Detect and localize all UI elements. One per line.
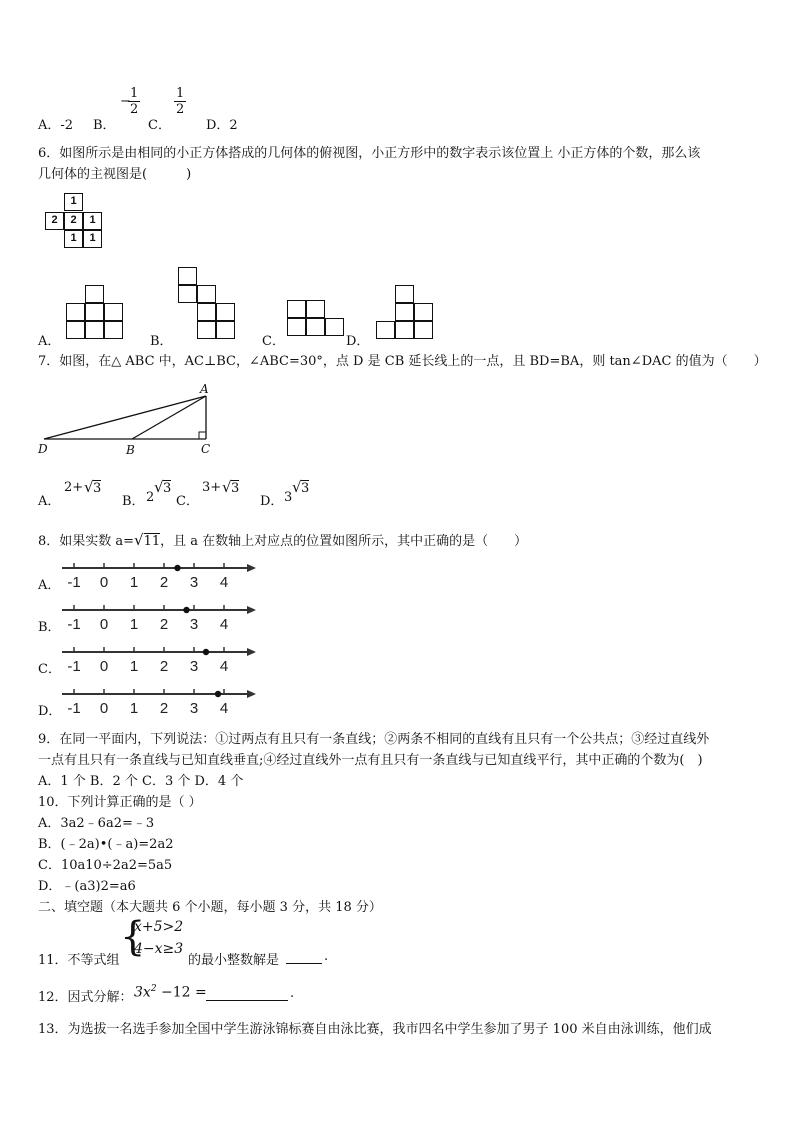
grid-cell: 2 (45, 212, 64, 230)
point-label-a: A (200, 382, 209, 396)
q5-option-c-label: C． (148, 118, 171, 133)
q10-option-a: A．3a2﹣6a2=﹣3 (38, 816, 155, 831)
q6-option-d-figure (376, 285, 434, 339)
sqrt-icon: √ (222, 478, 232, 496)
point-label-d: D (38, 442, 48, 456)
q5-option-a: A．-2 (38, 118, 74, 133)
q6-option-d-label: D． (346, 334, 370, 349)
q5-option-b-fraction: $\frac{1}{2}$ (130, 86, 139, 117)
grid-cell: 1 (83, 212, 102, 230)
tick-label: 2 (159, 574, 169, 591)
q11 (38, 914, 398, 968)
tick-label: 2 (159, 658, 169, 675)
q9-options: A．1 个 B．2 个 C．3 个 D．4 个 (38, 774, 244, 789)
number-line (60, 644, 260, 678)
q12-expression: $3x^2 -12$ = (134, 984, 207, 1001)
tick-label: 4 (219, 658, 229, 675)
q7-option-a-label: A． (38, 494, 61, 509)
sqrt-icon: √ (134, 531, 144, 549)
q11-answer-blank[interactable] (286, 963, 322, 964)
number-line (60, 602, 260, 636)
tick-label: 3 (189, 574, 199, 591)
point-label-b: B (126, 443, 135, 457)
q11-inequality-1: x+5>2 (134, 919, 184, 935)
tick-label: 4 (219, 700, 229, 717)
q7-option-c-label: C． (176, 494, 199, 509)
q6-stem-line2: 几何体的主视图是( ) (38, 167, 192, 182)
number-line (60, 686, 260, 720)
q8-stem-before: 8．如果实数 a= (38, 534, 135, 549)
tick-label: 2 (159, 616, 169, 633)
tick-label: -1 (67, 616, 81, 633)
q12-end: . (290, 986, 295, 1001)
q7-option-d-value: 3 (284, 490, 293, 505)
tick-label: -1 (67, 658, 81, 675)
q11-inequality-2: 4−x≥3 (134, 941, 184, 957)
tick-label: -1 (67, 574, 81, 591)
tick-label: 1 (129, 574, 139, 591)
q12-prefix: 12．因式分解： (38, 990, 133, 1005)
q7-option-c-value: 3+ (202, 480, 222, 495)
number-line-label: B． (38, 620, 61, 635)
q8-number-lines (38, 560, 258, 720)
q7-option-b-label: B． (122, 494, 145, 509)
q10-option-d: D．﹣(a3)2=a6 (38, 879, 136, 894)
q8-radicand: 11 (143, 534, 161, 549)
q8-stem-after: ，且 a 在数轴上对应点的位置如图所示，其中正确的是（ ） (160, 534, 528, 549)
axis-arrow-icon (247, 690, 256, 698)
number-line-option-d (38, 686, 258, 720)
tick-label: 2 (159, 700, 169, 717)
tick-label: 0 (99, 700, 109, 717)
q9-line2: 一点有且只有一条直线与已知直线垂直;④经过直线外一点有且只有一条直线与已知直线平行，其中正确的个数为( ) (38, 753, 703, 768)
q7-radicand: 3 (231, 481, 240, 496)
q7-option-a-value: 2+ (64, 480, 84, 495)
tick-label: 3 (189, 616, 199, 633)
point-a-marker (215, 691, 221, 697)
q7-radicand: 3 (93, 481, 102, 496)
q7-triangle-figure (36, 384, 216, 460)
q6-stem-line1: 6．如图所示是由相同的小正方体搭成的几何体的俯视图，小正方形中的数字表示该位置上 小正方体的个数，那么该 (38, 146, 701, 161)
tick-label: -1 (67, 700, 81, 717)
tick-label: 3 (189, 658, 199, 675)
q7-option-d-label: D． (260, 494, 284, 509)
point-a-marker (183, 607, 189, 613)
q5-option-b-label: B． (93, 118, 116, 133)
q7-options (38, 478, 378, 509)
q13-line1: 13．为选拔一名选手参加全国中学生游泳锦标赛自由泳比赛，我市四名中学生参加了男子 100 米自由泳训练，他们成 (38, 1022, 712, 1037)
q12-answer-blank[interactable] (206, 1000, 288, 1001)
grid-cell: 2 (64, 212, 83, 230)
axis-arrow-icon (247, 564, 256, 572)
q9-line1: 9．在同一平面内，下列说法：①过两点有且只有一条直线；②两条不相同的直线有且只有一个公共点；③经过直线外 (38, 732, 710, 747)
tick-label: 1 (129, 658, 139, 675)
q10-stem: 10．下列计算正确的是（ ） (38, 795, 202, 810)
q12 (38, 982, 338, 1004)
number-line-option-a (38, 560, 258, 594)
q6-option-b-label: B． (150, 334, 173, 349)
tick-label: 1 (129, 700, 139, 717)
q5-option-c-fraction: $\frac{1}{2}$ (176, 86, 185, 117)
tick-label: 1 (129, 616, 139, 633)
point-a-marker (203, 649, 209, 655)
number-line-label: C． (38, 662, 61, 677)
sqrt-icon: √ (84, 478, 94, 496)
q10-option-b: B．(﹣2a)•(﹣a)=2a2 (38, 837, 174, 852)
q11-end: . (324, 949, 329, 964)
q6-option-c-figure (287, 300, 345, 336)
q11-suffix: 的最小整数解是 (188, 953, 280, 968)
q6-option-a-figure (66, 285, 124, 339)
section-heading: 二、填空题（本大题共 6 个小题，每小题 3 分，共 18 分） (38, 900, 382, 915)
q6-top-view-grid (43, 193, 103, 249)
q7-radicand: 3 (301, 481, 310, 496)
sqrt-icon: √ (292, 478, 302, 496)
tick-label: 0 (99, 616, 109, 633)
grid-cell: 1 (64, 193, 83, 211)
point-a-marker (174, 565, 180, 571)
q7-stem: 7．如图，在△ ABC 中，AC⊥BC，∠ABC=30°，点 D 是 CB 延长线上的一点，且 BD=BA，则 tan∠DAC 的值为（ ） (38, 354, 767, 369)
q6-option-a-label: A． (38, 334, 61, 349)
q6-option-b-figure (178, 267, 236, 339)
q11-prefix: 11．不等式组 (38, 953, 120, 968)
tick-label: 0 (99, 574, 109, 591)
number-line-label: D． (38, 704, 62, 719)
q6-option-c-label: C． (262, 334, 285, 349)
sqrt-icon: √ (154, 478, 164, 496)
q7-option-b-value: 2 (146, 490, 155, 505)
q10-option-c: C．10a10÷2a2=5a5 (38, 858, 173, 873)
tick-label: 4 (219, 616, 229, 633)
grid-cell: 1 (64, 230, 83, 248)
q5-option-b-sign: − (120, 94, 131, 109)
q5-option-d: D．2 (206, 118, 238, 133)
tick-label: 0 (99, 658, 109, 675)
brace-icon: { (120, 914, 146, 960)
point-label-c: C (201, 442, 211, 456)
tick-label: 4 (219, 574, 229, 591)
axis-arrow-icon (247, 606, 256, 614)
axis-arrow-icon (247, 648, 256, 656)
grid-cell: 1 (83, 230, 102, 248)
q8-stem (38, 530, 527, 549)
number-line-option-c (38, 644, 258, 678)
number-line (60, 560, 260, 594)
q7-radicand: 3 (163, 481, 172, 496)
number-line-option-b (38, 602, 258, 636)
number-line-label: A． (38, 578, 61, 593)
tick-label: 3 (189, 700, 199, 717)
